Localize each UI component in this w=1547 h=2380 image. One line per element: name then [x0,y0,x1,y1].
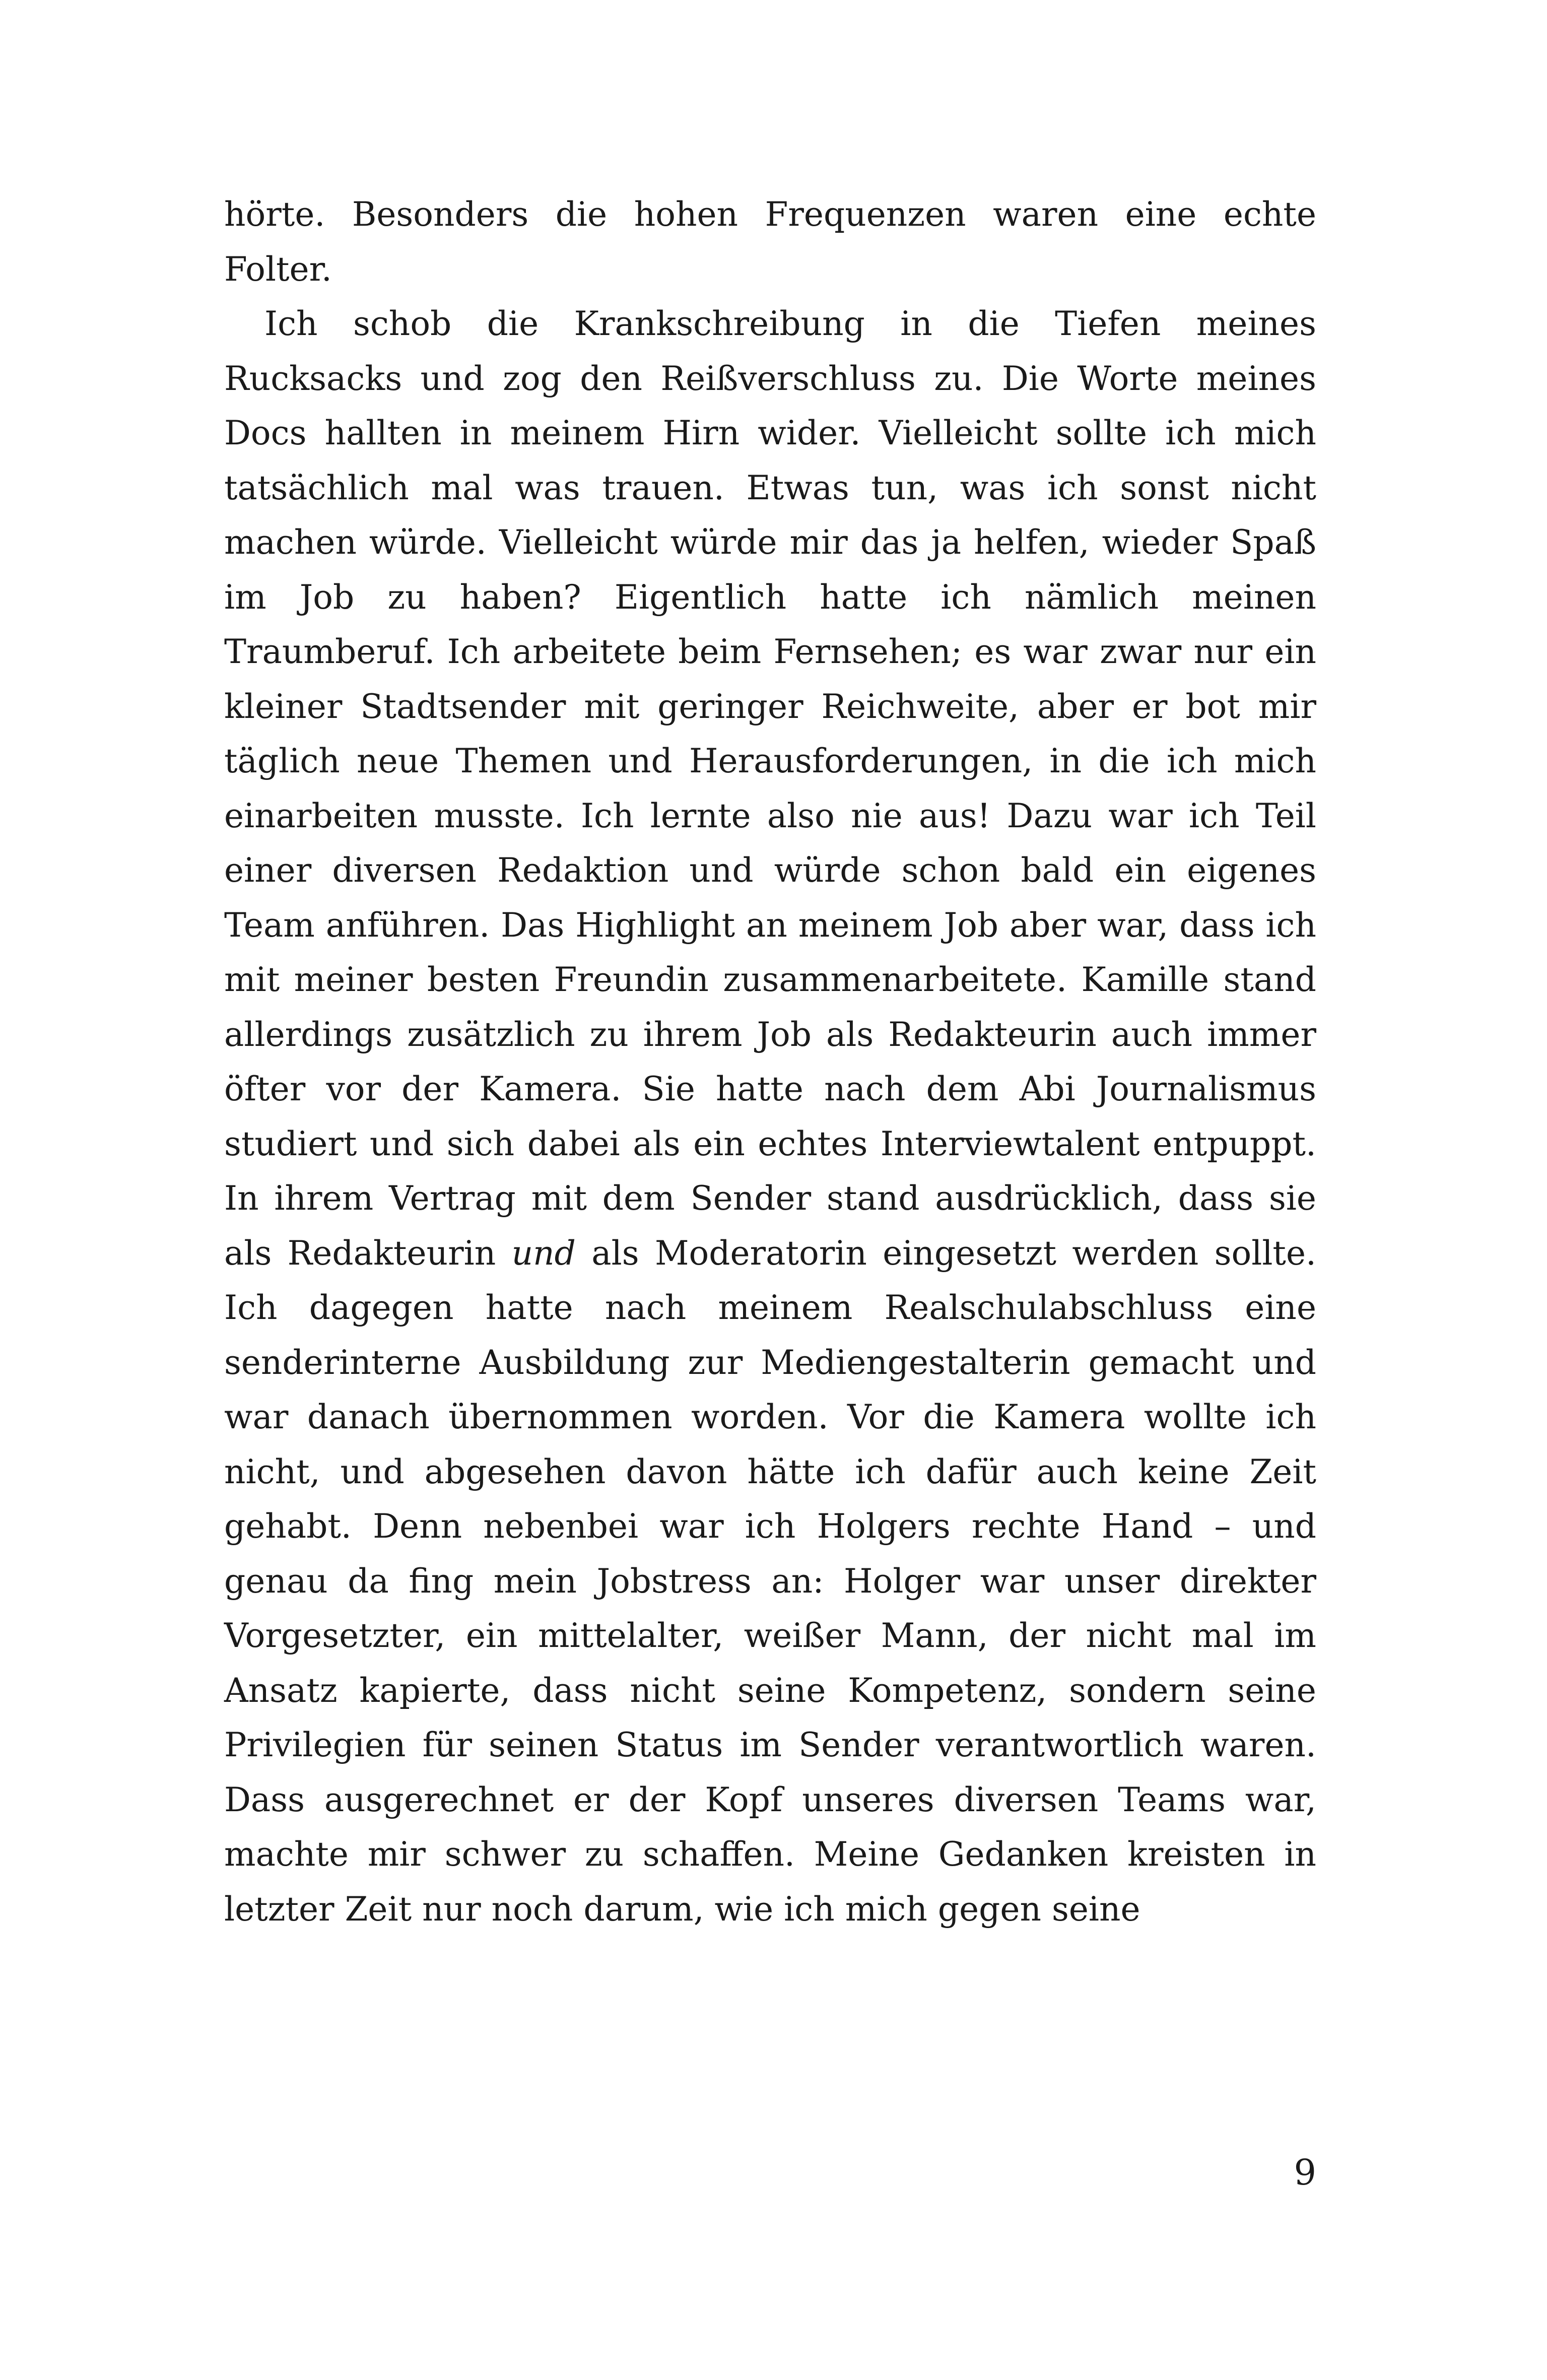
paragraph-2-text-b: als Moderatorin eingesetzt werden sollte. Ich dagegen hatte nach meinem Realschulabschluss eine senderinterne Ausbildung zur Mediengestalterin gemacht und war danach übernommen worden. Vor die Kamera wollte ich nicht, und abgesehen davon hätte ich dafür auch keine Zeit gehabt. Denn nebenbei war ich Holgers rechte Hand – und genau da fing mein Jobstress an: Holger war unser direkter Vorgesetzter, ein mittelalter, weißer Mann, der nicht mal im Ansatz kapierte, dass nicht seine Kompetenz, sondern seine Privilegien für seinen Status im Sender verantwortlich waren. Dass ausgerechnet er der Kopf unseres diversen Teams war, machte mir schwer zu schaffen. Meine Gedanken kreisten in letzter Zeit nur noch darum, wie ich mich gegen seine [224,1233,1316,1929]
body-text [224,187,1316,1937]
paragraph-1-text: hörte. Besonders die hohen Frequenzen waren eine echte Folter. [224,195,1316,289]
paragraph-2 [224,297,1316,1937]
paragraph-2-italic-word: und [511,1233,576,1273]
paragraph-2-text-a: Ich schob die Krankschreibung in die Tiefen meines Rucksacks und zog den Reißverschluss zu. Die Worte meines Docs hallten in meinem Hirn wider. Vielleicht sollte ich mich tatsächlich mal was trauen. Etwas tun, was ich sonst nicht machen würde. Vielleicht würde mir das ja helfen, wieder Spaß im Job zu haben? Eigentlich hatte ich nämlich meinen Traumberuf. Ich arbeitete beim Fernsehen; es war zwar nur ein kleiner Stadtsender mit geringer Reichweite, aber er bot mir täglich neue Themen und Herausforderungen, in die ich mich einarbeiten musste. Ich lernte also nie aus! Dazu war ich Teil einer diversen Redaktion und würde schon bald ein eigenes Team anführen. Das Highlight an meinem Job aber war, dass ich mit meiner besten Freundin zusammenarbeitete. Kamille stand allerdings zusätzlich zu ihrem Job als Redakteurin auch immer öfter vor der Kamera. Sie hatte nach dem Abi Journalismus studiert und sich dabei als ein echtes Interviewtalent entpuppt. In ihrem Vertrag mit dem Sender stand ausdrücklich, dass sie als Redakteurin [224,304,1316,1273]
paragraph-1 [224,187,1316,297]
page-number: 9 [1294,2152,1316,2193]
